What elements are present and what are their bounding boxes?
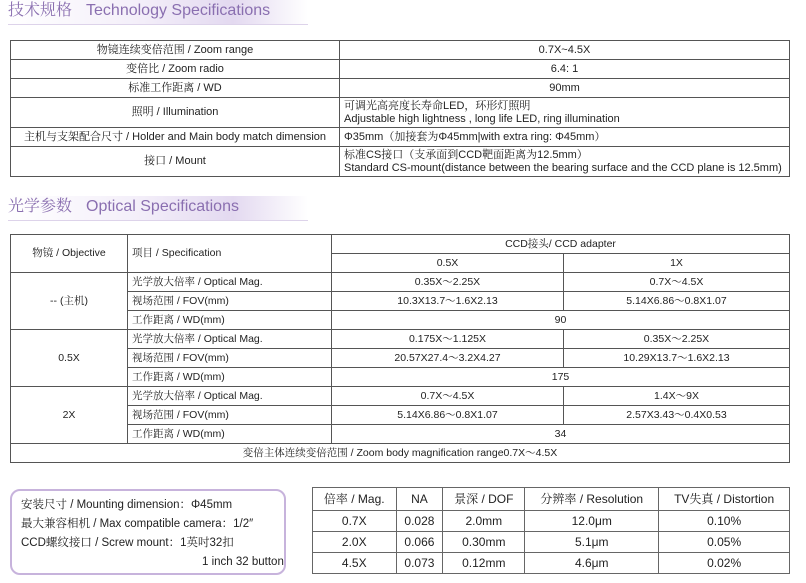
value-cell: 0.7X～4.5X [332,387,564,406]
table-cell: 0.05% [659,532,790,553]
item-cell: 工作距离 / WD(mm) [128,311,332,330]
value-cell: 5.14X6.86～0.8X1.07 [332,406,564,425]
spec-value [340,147,790,177]
table-cell: 0.073 [396,553,443,574]
value-cell: 90 [332,311,790,330]
table-header-row [11,235,790,254]
value-cell: 0.7X～4.5X [564,273,790,292]
max-camera: 最大兼容相机 / Max compatible camera：1/2″ [21,518,254,530]
col-na-header: NA [396,488,443,511]
table-cell: 4.6μm [525,553,659,574]
item-cell: 视场范围 / FOV(mm) [128,406,332,425]
table-header-row [313,488,790,511]
col-dof-header: 景深 / DOF [443,488,525,511]
table-row [11,368,790,387]
col-adapter-header: CCD接头/ CCD adapter [332,235,790,254]
item-cell: 视场范围 / FOV(mm) [128,349,332,368]
value-cell: 10.3X13.7～1.6X2.13 [332,292,564,311]
table-cell: 4.5X [313,553,397,574]
table-row [313,511,790,532]
spec-value: 90mm [340,79,790,98]
table-row [11,147,790,177]
spec-label: 标准工作距离 / WD [11,79,340,98]
objective-cell: 2X [11,387,128,444]
table-cell: 2.0mm [443,511,525,532]
value-cell: 5.14X6.86～0.8X1.07 [564,292,790,311]
table-row [11,41,790,60]
mounting-dimension: 安装尺寸 / Mounting dimension：Φ45mm [21,499,233,511]
table-cell: 0.028 [396,511,443,532]
table-row [11,425,790,444]
tech-section-heading [8,0,308,25]
table-cell: 0.066 [396,532,443,553]
col-objective-header: 物镜 / Objective [11,235,128,273]
value-cell: 0.35X～2.25X [564,330,790,349]
screw-mount: CCD螺纹接口 / Screw mount：1英吋32扣 [21,537,234,549]
item-cell: 光学放大倍率 / Optical Mag. [128,387,332,406]
table-cell: 0.30mm [443,532,525,553]
optical-spec-table [10,234,790,463]
spec-value: Φ35mm（加接套为Φ45mm|with extra ring: Φ45mm） [340,128,790,147]
col-item-header: 项目 / Specification [128,235,332,273]
spec-value: 0.7X~4.5X [340,41,790,60]
table-row [11,292,790,311]
spec-value-line: 可调光高亮度长寿命LED，环形灯照明 [344,99,531,112]
item-cell: 工作距离 / WD(mm) [128,425,332,444]
table-cell: 5.1μm [525,532,659,553]
spec-label: 照明 / Illumination [11,98,340,128]
zoom-body-range-note: 变倍主体连续变倍范围 / Zoom body magnification range0.7X～4.5X [11,444,790,463]
tech-heading-en: Technology Specifications [86,2,271,19]
adapter-1x-header: 1X [564,254,790,273]
table-row [313,553,790,574]
optical-heading-cn: 光学参数 [8,198,73,215]
col-mag-header: 倍率 / Mag. [313,488,397,511]
table-row [11,330,790,349]
col-distortion-header: TV失真 / Distortion [659,488,790,511]
table-row [11,387,790,406]
spec-label: 变倍比 / Zoom radio [11,60,340,79]
table-row [313,532,790,553]
tech-spec-table [10,40,790,177]
adapter-0-5x-header: 0.5X [332,254,564,273]
spec-value-line: Standard CS-mount(distance between the bearing surface and the CCD plane is 12.5mm) [344,161,782,174]
table-cell: 0.02% [659,553,790,574]
objective-table [312,487,790,574]
value-cell: 0.35X～2.25X [332,273,564,292]
value-cell: 1.4X～9X [564,387,790,406]
item-cell: 光学放大倍率 / Optical Mag. [128,330,332,349]
table-row [11,79,790,98]
objective-cell: 0.5X [11,330,128,387]
table-cell: 2.0X [313,532,397,553]
spec-value-line: Adjustable high lightness , long life LED, ring illumination [344,112,620,125]
table-row [11,349,790,368]
table-footer-row [11,444,790,463]
optical-heading-en: Optical Specifications [86,198,239,215]
table-row [11,60,790,79]
table-row [11,406,790,425]
value-cell: 175 [332,368,790,387]
item-cell: 光学放大倍率 / Optical Mag. [128,273,332,292]
spec-label: 主机与支架配合尺寸 / Holder and Main body match dimension [11,128,340,147]
table-cell: 0.7X [313,511,397,532]
optical-section-heading [8,196,308,221]
table-row [11,311,790,330]
item-cell: 工作距离 / WD(mm) [128,368,332,387]
value-cell: 2.57X3.43～0.4X0.53 [564,406,790,425]
table-cell: 12.0μm [525,511,659,532]
spec-label: 接口 / Mount [11,147,340,177]
objective-cell: -- (主机) [11,273,128,330]
table-cell: 0.12mm [443,553,525,574]
table-row [11,128,790,147]
value-cell: 34 [332,425,790,444]
mounting-info-box [10,489,286,575]
screw-mount-en: 1 inch 32 button [202,556,284,568]
spec-value [340,98,790,128]
table-cell: 0.10% [659,511,790,532]
spec-value: 6.4: 1 [340,60,790,79]
value-cell: 0.175X～1.125X [332,330,564,349]
value-cell: 20.57X27.4～3.2X4.27 [332,349,564,368]
tech-heading-cn: 技术规格 [8,2,73,19]
item-cell: 视场范围 / FOV(mm) [128,292,332,311]
value-cell: 10.29X13.7～1.6X2.13 [564,349,790,368]
col-resolution-header: 分辨率 / Resolution [525,488,659,511]
table-row [11,98,790,128]
table-row [11,273,790,292]
spec-label: 物镜连续变倍范围 / Zoom range [11,41,340,60]
spec-value-line: 标准CS接口（支承面到CCD靶面距离为12.5mm） [344,148,588,161]
